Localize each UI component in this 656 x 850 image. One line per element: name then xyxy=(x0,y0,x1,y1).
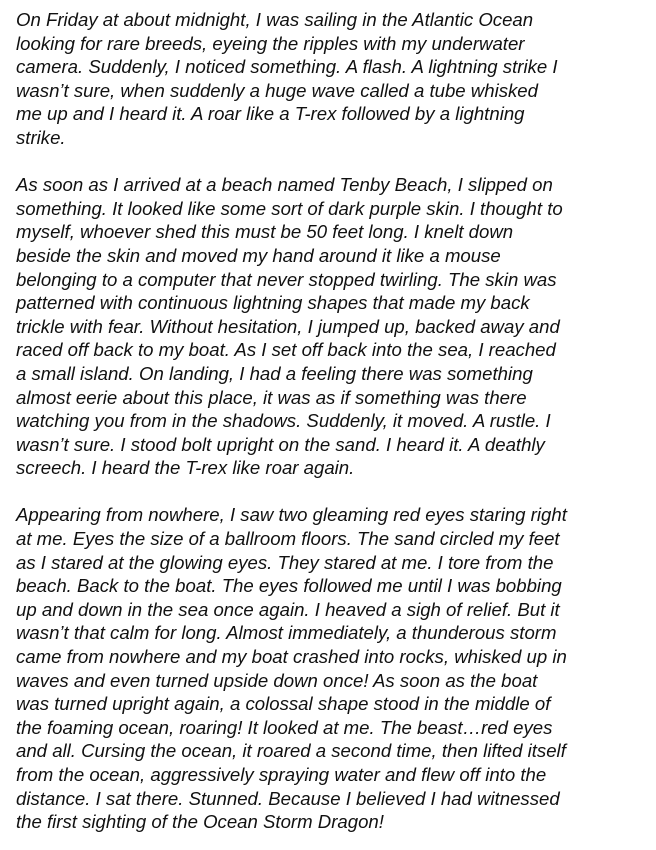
text-line: something. It looked like some sort of dark purple skin. I thought to xyxy=(16,197,563,219)
paragraph-2 xyxy=(16,173,656,480)
text-line: the first sighting of the Ocean Storm Dragon! xyxy=(16,811,384,833)
paragraph-3 xyxy=(16,503,656,833)
text-line: beside the skin and moved my hand around it like a mouse xyxy=(16,244,501,266)
text-line: and all. Cursing the ocean, it roared a second time, then lifted itself xyxy=(16,740,566,762)
text-line: myself, whoever shed this must be 50 feet long. I knelt down xyxy=(16,221,514,243)
text-line: trickle with fear. Without hesitation, I jumped up, backed away and xyxy=(16,315,560,337)
text-line: raced off back to my boat. As I set off back into the sea, I reached xyxy=(16,339,556,361)
text-line: distance. I sat there. Stunned. Because I believed I had witnessed xyxy=(16,787,560,809)
text-line: at me. Eyes the size of a ballroom floors. The sand circled my feet xyxy=(16,528,560,550)
text-line: a small island. On landing, I had a feeling there was something xyxy=(16,362,533,384)
text-line: waves and even turned upside down once! As soon as the boat xyxy=(16,669,538,691)
text-line: came from nowhere and my boat crashed into rocks, whisked up in xyxy=(16,646,567,668)
text-line: as I stared at the glowing eyes. They stared at me. I tore from the xyxy=(16,551,554,573)
text-line: almost eerie about this place, it was as if something was there xyxy=(16,386,527,408)
paragraph-spacer xyxy=(16,150,656,174)
text-line: screech. I heard the T-rex like roar again. xyxy=(16,457,355,479)
text-line: watching you from in the shadows. Suddenly, it moved. A rustle. I xyxy=(16,410,551,432)
text-line: from the ocean, aggressively spraying water and flew off into the xyxy=(16,764,547,785)
text-line: wasn’t sure, when suddenly a huge wave called a tube whisked xyxy=(16,79,538,101)
text-line: looking for rare breeds, eyeing the ripples with my underwater xyxy=(16,32,525,54)
text-line: As soon as I arrived at a beach named Tenby Beach, I slipped on xyxy=(16,174,553,196)
text-line: Appearing from nowhere, I saw two gleaming red eyes staring right xyxy=(16,504,567,526)
text-line: camera. Suddenly, I noticed something. A flash. A lightning strike I xyxy=(16,56,558,78)
text-line: the foaming ocean, roaring! It looked at me. The beast…red eyes xyxy=(16,716,553,738)
text-line: was turned upright again, a colossal shape stood in the middle of xyxy=(16,693,551,715)
paragraph-spacer xyxy=(16,480,656,504)
text-line: patterned with continuous lightning shapes that made my back xyxy=(16,292,530,314)
text-line: On Friday at about midnight, I was sailing in the Atlantic Ocean xyxy=(16,9,534,30)
text-line: strike. xyxy=(16,126,66,148)
paragraph-1 xyxy=(16,8,656,150)
text-line: beach. Back to the boat. The eyes followed me until I was bobbing xyxy=(16,575,562,597)
text-line: me up and I heard it. A roar like a T-rex followed by a lightning xyxy=(16,103,525,125)
text-line: wasn’t that calm for long. Almost immediately, a thunderous storm xyxy=(16,622,557,644)
text-line: wasn’t sure. I stood bolt upright on the sand. I heard it. A deathly xyxy=(16,433,545,455)
text-line: up and down in the sea once again. I heaved a sigh of relief. But it xyxy=(16,598,560,620)
text-line: belonging to a computer that never stopped twirling. The skin was xyxy=(16,268,557,290)
